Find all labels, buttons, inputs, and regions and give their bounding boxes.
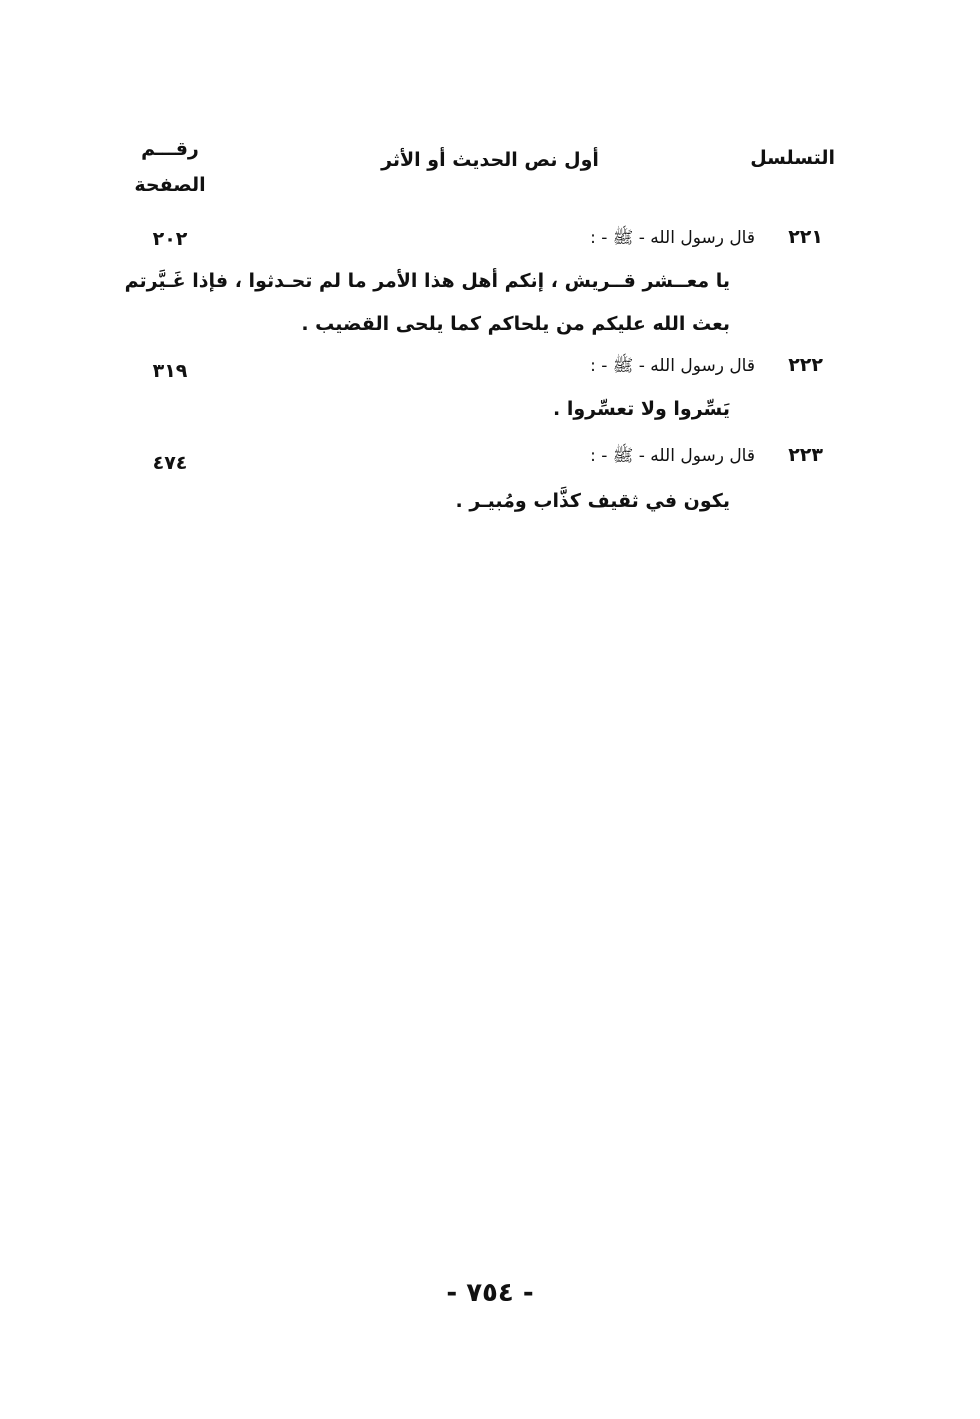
entry-page-number: ٣١٩ <box>152 360 188 382</box>
page-number-footer: - ٧٥٤ - <box>446 1278 534 1308</box>
entry-number: ٢٢٢ <box>788 354 823 376</box>
entry-number: ٢٢٣ <box>788 444 823 466</box>
entry-page-number: ٢٠٢ <box>152 228 188 250</box>
entry-intro: قال رسول الله - ﷺ - : <box>590 356 755 376</box>
column-header-text: أول نص الحديث أو الأثر <box>381 149 599 171</box>
entry-text-line: يا معــشر قــريش ، إنكم أهل هذا الأمر ما لم تحـدثوا ، فإذا غَـيَّرتم <box>124 270 730 292</box>
entry-text-line: بعث الله عليكم من يلحاكم كما يلحى القضيب . <box>301 313 730 335</box>
column-header-page-line1: رقـــم <box>141 138 199 160</box>
entry-intro: قال رسول الله - ﷺ - : <box>590 446 755 466</box>
column-header-page-line2: الصفحة <box>134 174 206 196</box>
entry-intro: قال رسول الله - ﷺ - : <box>590 228 755 248</box>
entry-text-line: يكون في ثقيف كذَّاب ومُبيـر . <box>455 490 730 512</box>
column-header-serial: التسلسل <box>750 147 835 169</box>
column-header-page <box>130 131 210 203</box>
entry-text-line: يَسِّروا ولا تعسِّروا . <box>553 398 730 420</box>
entry-page-number: ٤٧٤ <box>152 452 188 474</box>
entry-number: ٢٢١ <box>788 226 823 248</box>
